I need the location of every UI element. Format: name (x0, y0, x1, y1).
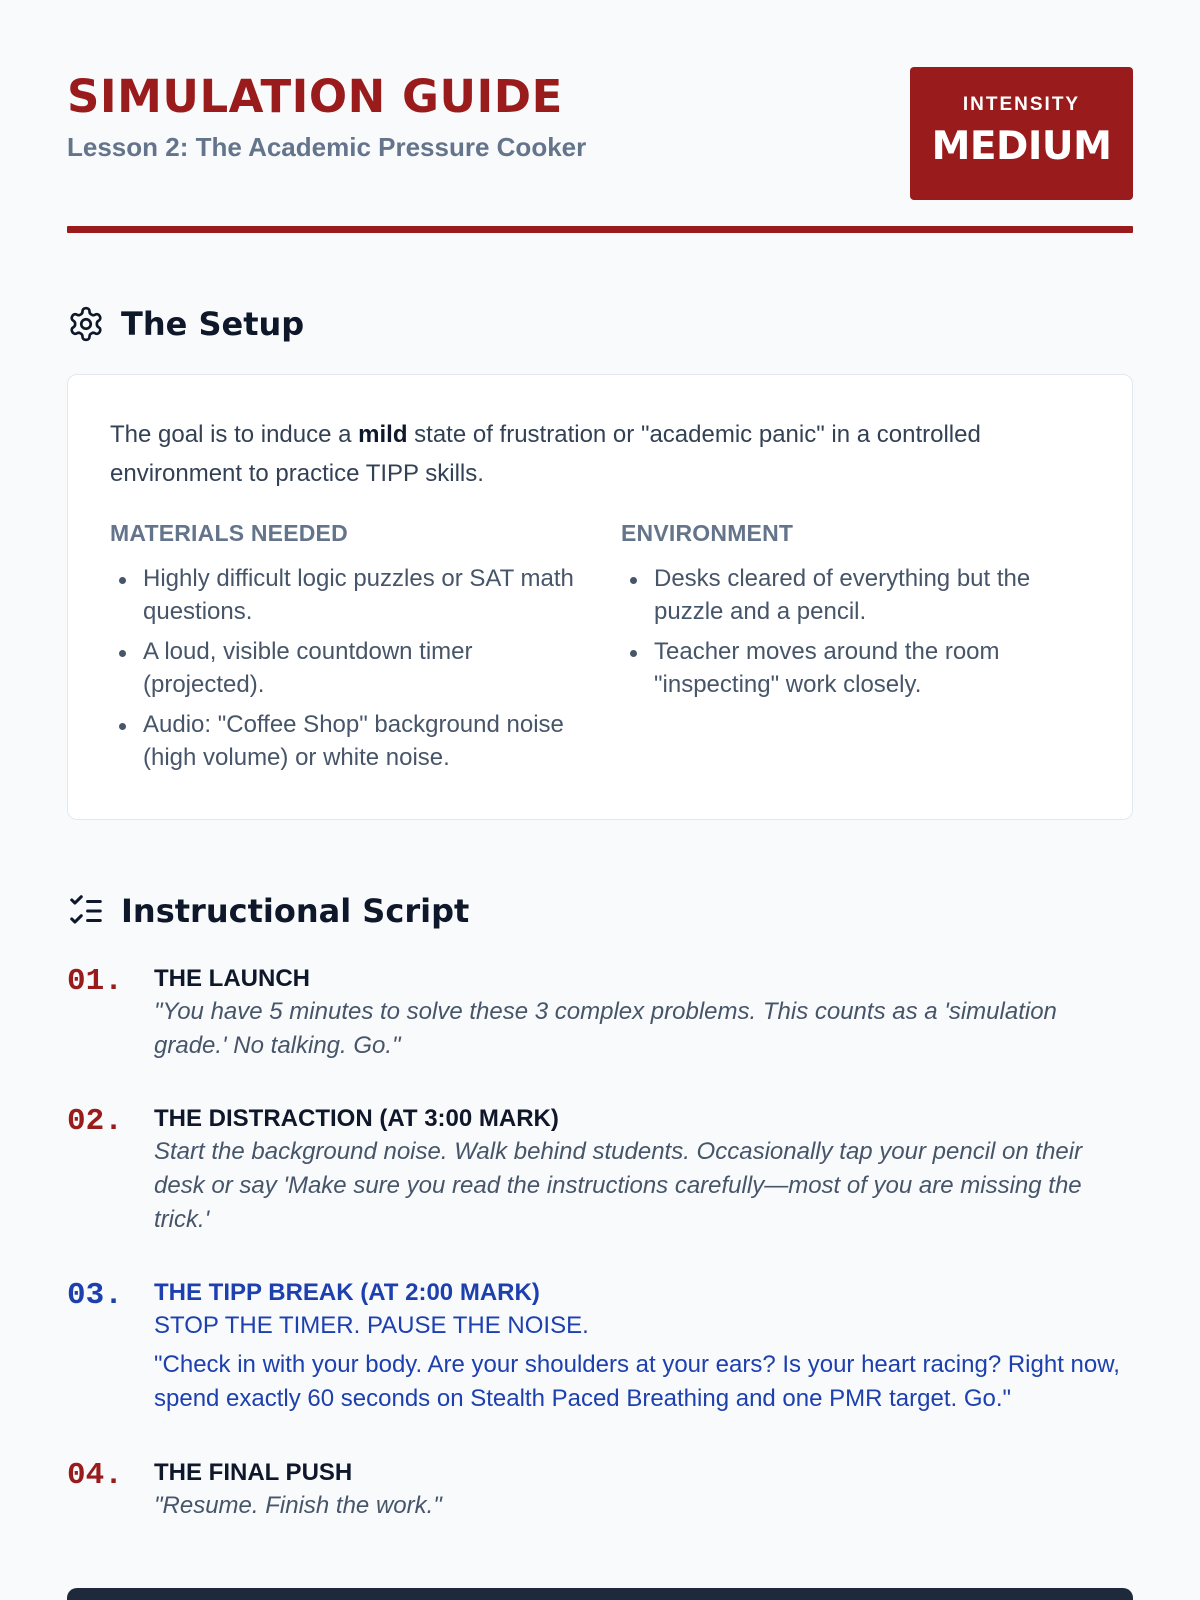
header-divider (67, 226, 1133, 233)
setup-section-heading (67, 304, 304, 344)
intensity-value: MEDIUM (931, 124, 1112, 169)
environment-item: Desks cleared of everything but the puzzle and a pencil. (621, 562, 1091, 628)
step-text: "Resume. Finish the work." (154, 1492, 442, 1519)
footer-bar (67, 1588, 1133, 1600)
script-section-heading (67, 891, 469, 931)
step-number: 04. (67, 1458, 123, 1493)
step-title: THE DISTRACTION (AT 3:00 MARK) (154, 1105, 559, 1132)
step-text: "You have 5 minutes to solve these 3 complex problems. This counts as a 'simulation grade.' No talking. Go." (154, 998, 1057, 1059)
step-text: Start the background noise. Walk behind students. Occasionally tap your pencil on their desk or say 'Make sure you read the instructions carefully—most of you are missing the trick.' (154, 1138, 1083, 1233)
environment-column (621, 519, 1091, 708)
step-number: 03. (67, 1278, 123, 1313)
materials-item: Audio: "Coffee Shop" background noise (high volume) or white noise. (110, 708, 580, 774)
gear-icon (67, 305, 105, 343)
intensity-badge (910, 67, 1133, 200)
intensity-label: INTENSITY (962, 94, 1081, 115)
materials-column (110, 519, 580, 781)
environment-item: Teacher moves around the room "inspecting" work closely. (621, 635, 1091, 701)
step-number: 02. (67, 1104, 123, 1139)
step-body (154, 1456, 1124, 1523)
materials-item: Highly difficult logic puzzles or SAT math questions. (110, 562, 580, 628)
page-title: SIMULATION GUIDE (67, 70, 563, 123)
step-text: "Check in with your body. Are your shoulders at your ears? Is your heart racing? Right now, spend exactly 60 seconds on Stealth Paced Breathing and one PMR target. Go." (154, 1351, 1120, 1412)
simulation-guide-page (67, 0, 1133, 1519)
environment-list (621, 562, 1091, 701)
materials-list (110, 562, 580, 774)
step-body (154, 962, 1124, 1063)
step-instruction: STOP THE TIMER. PAUSE THE NOISE. (154, 1312, 589, 1339)
checklist-icon (67, 892, 105, 930)
step-title: THE TIPP BREAK (AT 2:00 MARK) (154, 1279, 540, 1306)
setup-intro (110, 415, 1070, 493)
page-subtitle: Lesson 2: The Academic Pressure Cooker (67, 132, 587, 162)
materials-item: A loud, visible countdown timer (projected). (110, 635, 580, 701)
step-body (154, 1276, 1124, 1416)
step-title: THE FINAL PUSH (154, 1459, 353, 1486)
step-number: 01. (67, 964, 123, 999)
setup-heading: The Setup (121, 305, 305, 343)
setup-card (67, 374, 1133, 820)
intro-text-start: The goal is to induce a (110, 421, 359, 448)
materials-heading: MATERIALS NEEDED (110, 520, 348, 546)
page-header (67, 0, 1133, 234)
step-body (154, 1102, 1124, 1237)
step-title: THE LAUNCH (154, 965, 310, 992)
environment-heading: ENVIRONMENT (621, 520, 794, 546)
script-heading: Instructional Script (121, 892, 470, 930)
intro-text-end: state of frustration or "academic panic" in a controlled environment to practice TIPP skills. (110, 421, 981, 487)
intro-emphasis: mild (358, 421, 408, 448)
